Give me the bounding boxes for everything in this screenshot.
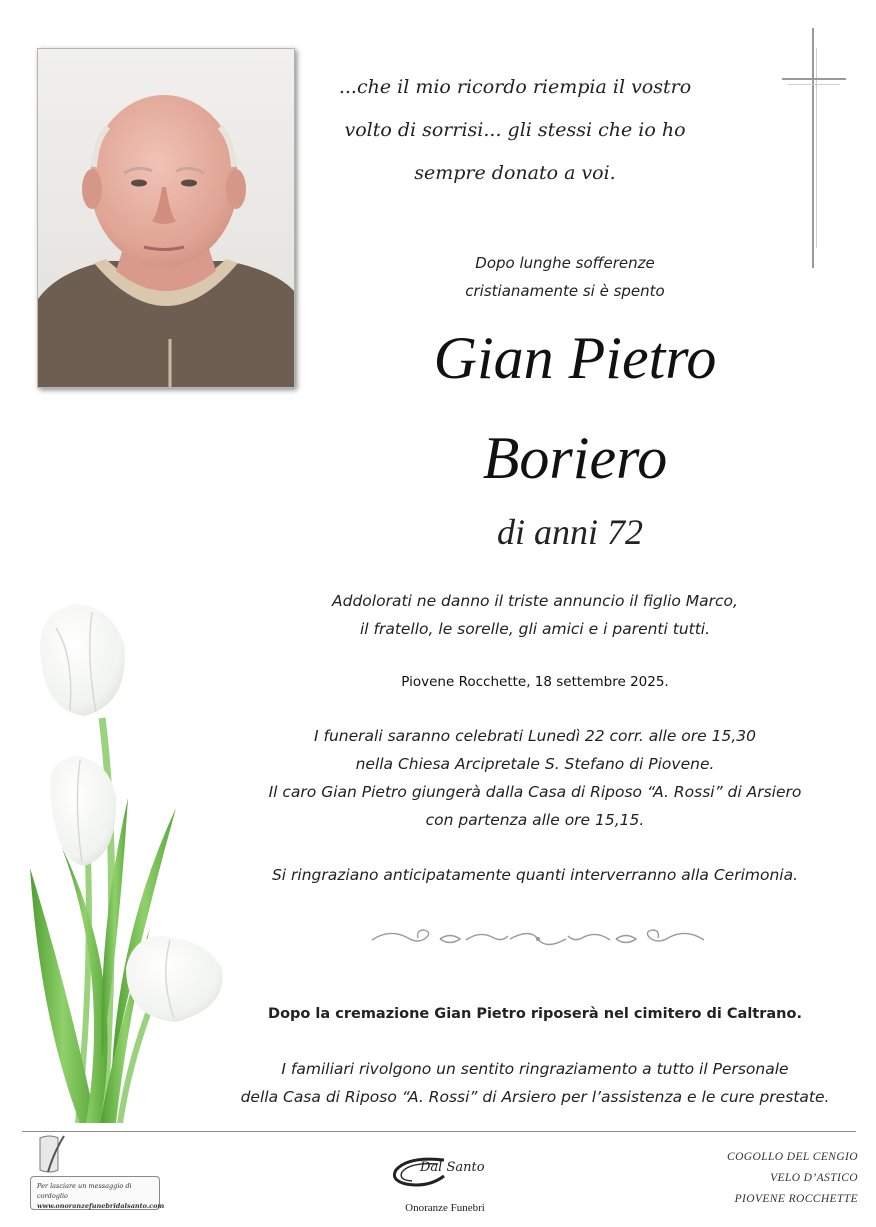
condolence-link-box[interactable] [22, 1134, 165, 1214]
deceased-age: di anni 72 [496, 512, 643, 552]
announcement-line: il fratello, le sorelle, gli amici e i parenti tutti. [359, 620, 711, 638]
funeral-line: I funerali saranno celebrati Lunedì 22 corr. alle ore 15,30 [314, 727, 756, 745]
staff-thanks [230, 1055, 840, 1111]
intro-line: Dopo lunghe sofferenze [475, 254, 655, 272]
deceased-name [340, 308, 810, 508]
tulip-flowers-illustration [0, 598, 240, 1123]
intro-line: cristianamente si è spento [465, 282, 665, 300]
cross-icon [782, 28, 846, 268]
funeral-home-logo [380, 1148, 510, 1218]
funeral-line: Il caro Gian Pietro giungerà dalla Casa di Riposo “A. Rossi” di Arsiero [268, 783, 802, 801]
deceased-photo [37, 48, 295, 388]
funeral-details [230, 722, 840, 834]
condolence-text: Per lasciare un messaggio di cordoglio [37, 1182, 132, 1200]
condolence-url[interactable]: www.onoranzefunebridalsanto.com [37, 1202, 165, 1210]
poem-line: ...che il mio ricordo riempia il vostro [338, 76, 692, 98]
logo-subtitle: Onoranze Funebri [405, 1202, 485, 1214]
cremation-note: Dopo la cremazione Gian Pietro riposerà nel cimitero di Caltrano. [268, 1006, 802, 1022]
staff-thanks-line: I familiari rivolgono un sentito ringraziamento a tutto il Personale [281, 1060, 789, 1078]
announcement-text [230, 587, 840, 643]
staff-thanks-line: della Casa di Riposo “A. Rossi” di Arsiero per l’assistenza e le cure prestate. [240, 1088, 830, 1106]
poem-quote [300, 66, 730, 195]
location-item: VELO D’ASTICO [770, 1172, 858, 1184]
funeral-line: con partenza alle ore 15,15. [425, 811, 645, 829]
location-item: PIOVENE ROCCHETTE [734, 1193, 858, 1205]
poem-line: sempre donato a voi. [414, 162, 616, 184]
first-name: Gian Pietro [433, 325, 717, 391]
office-locations [660, 1147, 858, 1210]
scroll-quill-icon [34, 1134, 68, 1178]
logo-script-text: Dal Santo [420, 1160, 485, 1175]
intro-text [400, 249, 730, 305]
condolence-message [30, 1176, 165, 1210]
last-name: Boriero [482, 425, 668, 491]
funeral-line: nella Chiesa Arcipretale S. Stefano di Piovene. [355, 755, 715, 773]
location-item: COGOLLO DEL CENGIO [727, 1151, 858, 1163]
poem-line: volto di sorrisi... gli stessi che io ho [344, 119, 686, 141]
footer-divider [22, 1131, 856, 1132]
announcement-line: Addolorati ne danno il triste annuncio il figlio Marco, [332, 592, 738, 610]
ceremony-thanks: Si ringraziano anticipatamente quanti interverranno alla Cerimonia. [271, 866, 799, 884]
ornament-divider [370, 924, 706, 954]
place-date: Piovene Rocchette, 18 settembre 2025. [401, 674, 669, 690]
